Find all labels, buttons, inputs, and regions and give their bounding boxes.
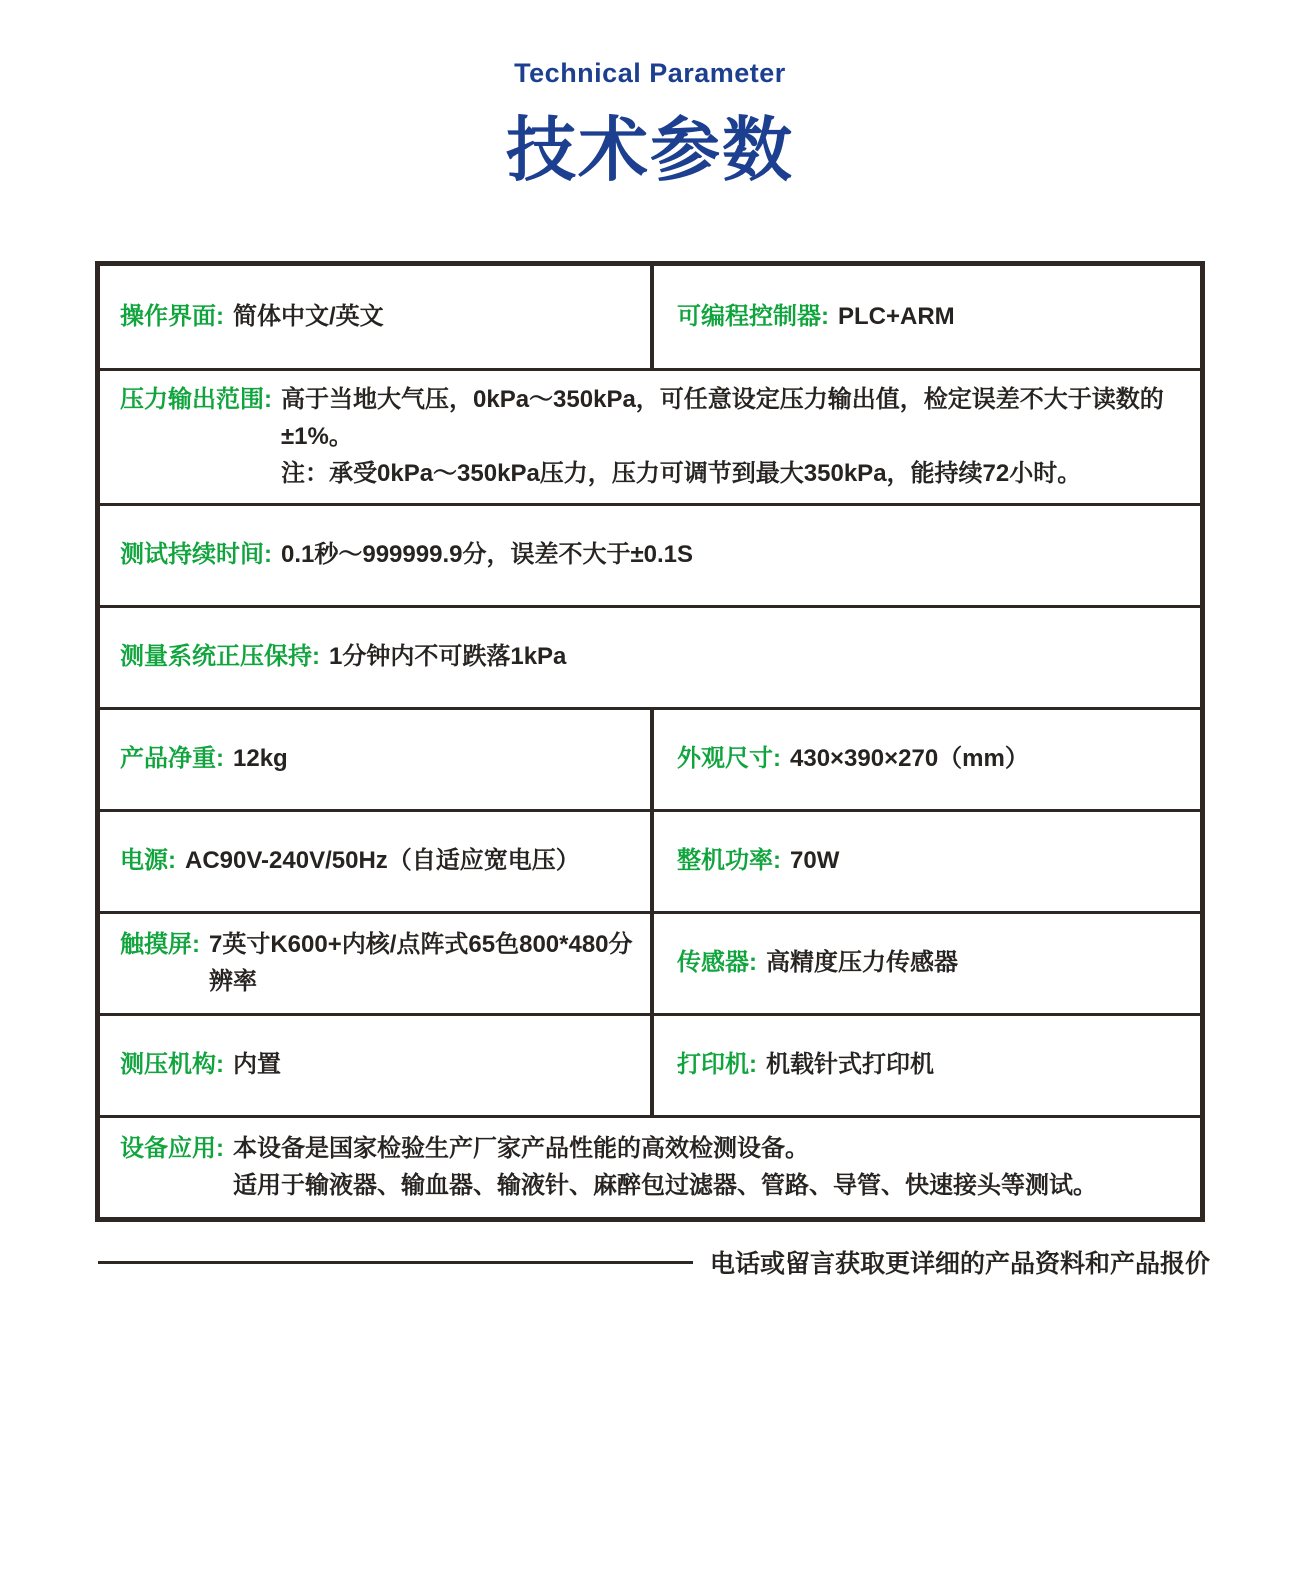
spec-label: 传感器: — [677, 949, 757, 977]
table-row — [100, 707, 1200, 809]
spec-value: 1分钟内不可跌落1kPa — [329, 643, 567, 671]
table-row — [100, 266, 1200, 368]
spec-cell-power-supply — [100, 812, 650, 911]
page-subtitle: Technical Parameter — [514, 58, 786, 88]
table-row — [100, 503, 1200, 605]
spec-value: 机载针式打印机 — [766, 1051, 934, 1079]
spec-label: 产品净重: — [120, 745, 224, 773]
table-row — [100, 1115, 1200, 1217]
spec-cell-test-duration — [100, 506, 1200, 605]
spec-label: 打印机: — [677, 1051, 757, 1079]
table-row — [100, 1013, 1200, 1115]
spec-cell-dimensions — [650, 710, 1200, 809]
spec-value: 高于当地大气压，0kPa～350kPa，可任意设定压力输出值，检定误差不大于读数的±1%。 — [281, 386, 1164, 451]
spec-label: 整机功率: — [677, 847, 781, 875]
spec-cell-operation-interface — [100, 266, 650, 368]
spec-label: 触摸屏: — [120, 930, 200, 958]
spec-value: 70W — [790, 847, 840, 875]
spec-label: 操作界面: — [120, 303, 224, 331]
spec-value: 本设备是国家检验生产厂家产品性能的高效检测设备。 — [233, 1134, 809, 1162]
spec-value: 高精度压力传感器 — [766, 949, 958, 977]
spec-cell-printer — [650, 1016, 1200, 1115]
page-title: 技术参数 — [506, 111, 794, 189]
table-row — [100, 368, 1200, 503]
spec-label: 电源: — [120, 847, 176, 875]
footer — [98, 1244, 1210, 1280]
table-row — [100, 809, 1200, 911]
spec-cell-pressure-mechanism — [100, 1016, 650, 1115]
spec-cell-total-power — [650, 812, 1200, 911]
spec-value: 简体中文/英文 — [233, 303, 384, 331]
spec-value: 0.1秒～999999.9分，误差不大于±0.1S — [281, 541, 694, 569]
spec-label: 压力输出范围: — [120, 386, 272, 413]
spec-value: 7英寸K600+内核/点阵式65色800*480分辨率 — [209, 930, 633, 996]
spec-label: 测量系统正压保持: — [120, 643, 320, 671]
spec-label: 外观尺寸: — [677, 745, 781, 773]
table-row — [100, 911, 1200, 1013]
footer-contact-text: 电话或留言获取更详细的产品资料和产品报价 — [709, 1250, 1210, 1278]
spec-cell-sensor — [650, 914, 1200, 1013]
divider-line — [98, 1261, 693, 1264]
spec-value: PLC+ARM — [838, 303, 955, 331]
spec-value: 内置 — [233, 1051, 281, 1079]
spec-value-note: 注：承受0kPa～350kPa压力，压力可调节到最大350kPa，能持续72小时。 — [281, 460, 1082, 488]
spec-cell-application — [100, 1118, 1200, 1217]
spec-cell-net-weight — [100, 710, 650, 809]
spec-label: 测试持续时间: — [120, 541, 272, 569]
spec-label: 可编程控制器: — [677, 303, 829, 331]
spec-cell-pressure-output-range — [100, 371, 1200, 503]
spec-table — [95, 261, 1205, 1222]
spec-cell-plc-controller — [650, 266, 1200, 368]
table-row — [100, 605, 1200, 707]
spec-label: 测压机构: — [120, 1051, 224, 1079]
spec-value: 12kg — [233, 745, 288, 773]
spec-cell-touch-screen — [100, 914, 650, 1013]
spec-value: AC90V-240V/50Hz（自适应宽电压） — [185, 847, 580, 875]
spec-cell-positive-pressure-hold — [100, 608, 1200, 707]
spec-value: 430×390×270（mm） — [790, 745, 1029, 773]
spec-value-note: 适用于输液器、输血器、输液针、麻醉包过滤器、管路、导管、快速接头等测试。 — [233, 1172, 1097, 1200]
spec-label: 设备应用: — [120, 1134, 224, 1162]
